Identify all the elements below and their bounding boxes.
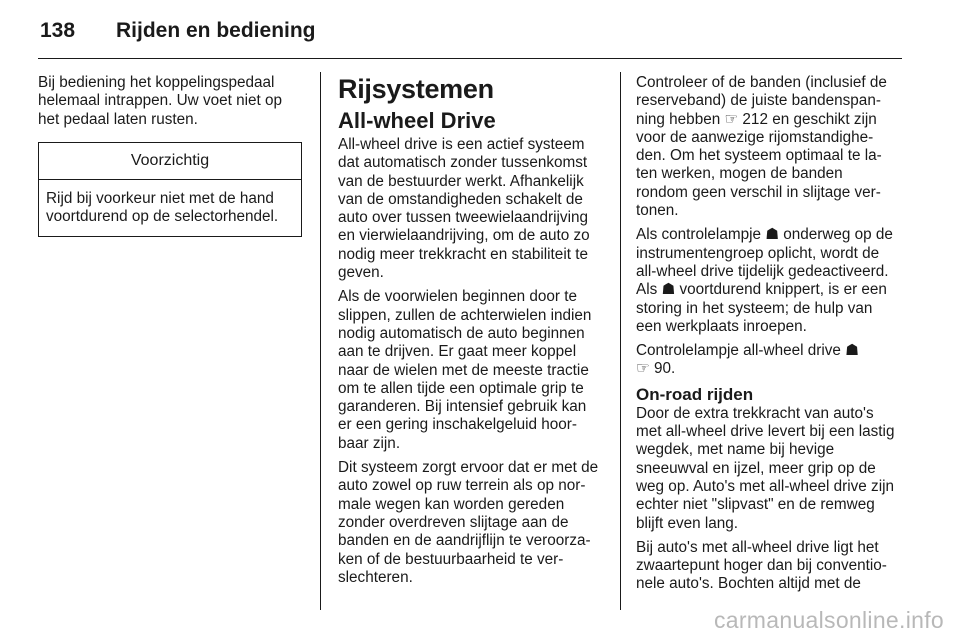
page-header-title: Rijden en bediening [116, 19, 316, 42]
column-left [38, 74, 304, 237]
caution-text: Rijd bij voorkeur niet met de hand voortdurend op de selectorhendel. [46, 190, 279, 226]
paragraph: Door de extra trekkracht van auto's met all-wheel drive levert bij een lastig wegdek, met name bij hevige sneeuwval en ijzel, meer grip op de weg op. Auto's met all-wheel drive zijn echter niet "slipvast" en de remweg blijft even lang. [636, 404, 895, 532]
column-right [636, 74, 902, 600]
column-divider-1 [320, 72, 321, 610]
paragraph: Bij auto's met all-wheel drive ligt het zwaartepunt hoger dan bij conventio- nele auto's. Bochten altijd met de [636, 538, 887, 593]
paragraph: Controleer of de banden (inclusief de reserveband) de juiste bandenspan- ning hebben ☞ 212 en geschikt zijn voor de aanwezige rijomstandighe- den. Om het systeem optimaal te la- ten werken, mogen de banden rondom geen verschil in slijtage ver- tonen. [636, 74, 887, 220]
watermark: carmanualsonline.info [713, 607, 944, 633]
column-divider-2 [620, 72, 621, 610]
column-middle [338, 74, 604, 593]
intro-paragraph: Bij bediening het koppelingspedaal helemaal intrappen. Uw voet niet op het pedaal laten rusten. [38, 74, 283, 128]
paragraph: Dit systeem zorgt ervoor dat er met de auto zowel op ruw terrein als op nor- male wegen kan worden gereden zonder overdreven slijtage aan de banden en de aandrijflijn te veroorza- ken of de bestuurbaarheid te ver- slechteren. [338, 459, 599, 586]
paragraph: All-wheel drive is een actief systeem dat automatisch zonder tussenkomst van de bestuurder werkt. Afhankelijk van de omstandigheden schakelt de auto over tussen tweewielaandrijving en vierwielaandrijving, om de auto zo nodig meer trekkracht en stabiliteit te geven. [338, 136, 590, 282]
subsection-heading-on-road: On-road rijden [636, 384, 754, 404]
paragraph: Controlelampje all-wheel drive ☗ ☞ 90. [636, 342, 859, 378]
paragraph: Als controlelampje ☗ onderweg op de instrumentengroep oplicht, wordt de all-wheel drive tijdelijk gedeactiveerd. Als ☗ voortdurend knippert, is er een storing in het systeem; de hulp van een werkplaats inroepen. [636, 226, 893, 335]
caution-box [38, 142, 302, 237]
caution-title: Voorzichtig [39, 143, 301, 180]
header-rule [38, 58, 902, 59]
page-number: 138 [40, 19, 76, 42]
section-heading: Rijsystemen [338, 74, 494, 104]
paragraph: Als de voorwielen beginnen door te slippen, zullen de achterwielen indien nodig automatisch de auto beginnen aan te drijven. Er gaat meer koppel naar de wielen met de meeste tractie om te allen tijde een optimale grip te garanderen. Bij intensief gebruik kan er een gering inschakelgeluid hoor- baar zijn. [338, 288, 592, 452]
subsection-heading: All-wheel Drive [338, 108, 496, 133]
